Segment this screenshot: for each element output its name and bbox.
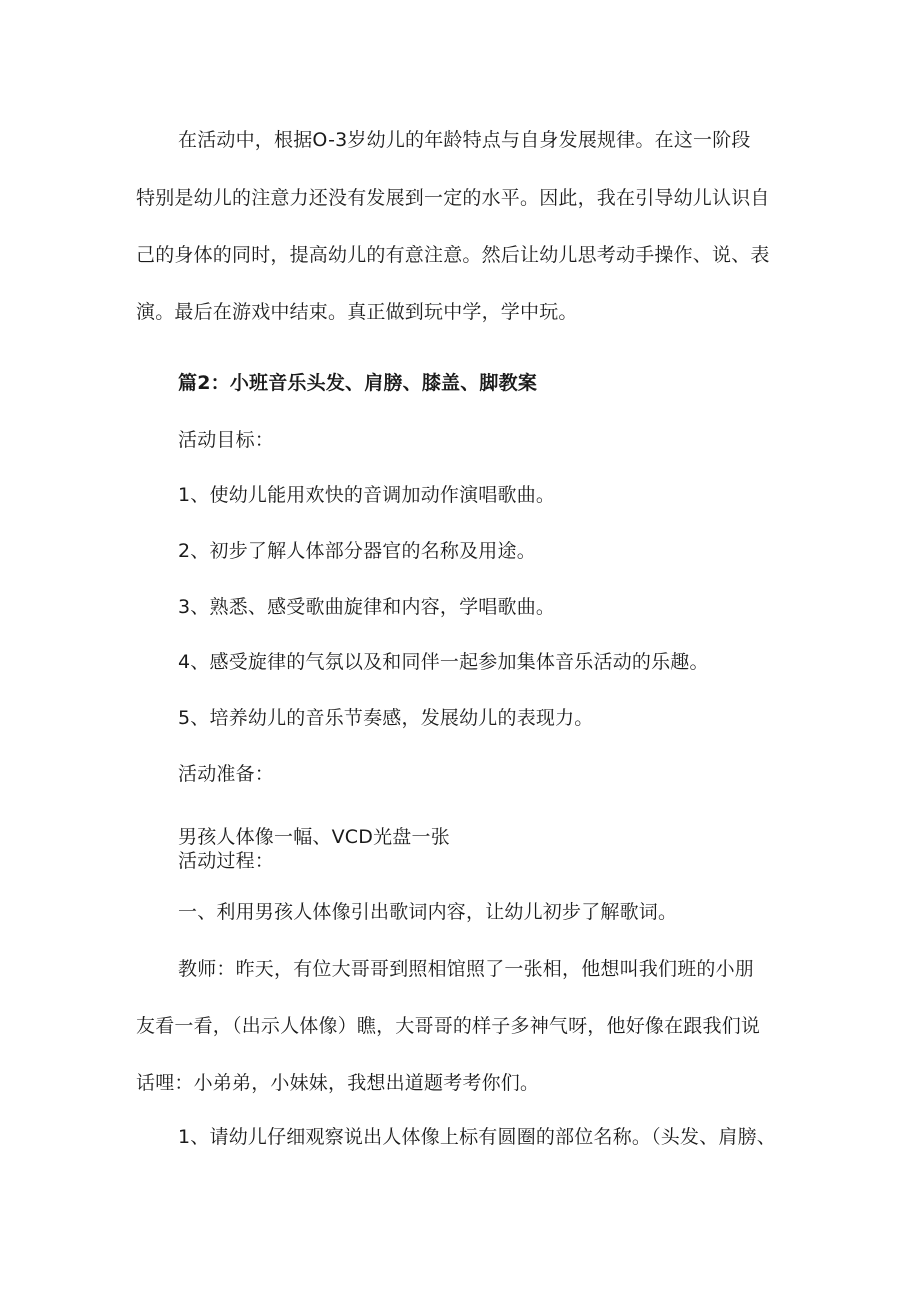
- teacher-paragraph-line-1: 教师：昨天，有位大哥哥到照相馆照了一张相，他想叫我们班的小朋: [178, 958, 755, 980]
- paragraph1-line-1: 在活动中，根据O-3岁幼儿的年龄特点与自身发展规律。在这一阶段: [178, 129, 751, 151]
- paragraph1-line-2: 特别是幼儿的注意力还没有发展到一定的水平。因此，我在引导幼儿认识自: [136, 187, 770, 209]
- goal-item-4: 4、感受旋律的气氛以及和同伴一起参加集体音乐活动的乐趣。: [178, 651, 709, 673]
- paragraph1-line-4: 演。最后在游戏中结束。真正做到玩中学，学中玩。: [136, 301, 578, 323]
- goal-item-5: 5、培养幼儿的音乐节奏感，发展幼儿的表现力。: [178, 707, 594, 729]
- section-title: 篇2：小班音乐头发、肩膀、膝盖、脚教案: [178, 372, 538, 394]
- prep-label: 活动准备：: [178, 763, 275, 785]
- goal-item-3: 3、熟悉、感受歌曲旋律和内容，学唱歌曲。: [178, 596, 556, 618]
- sub-step-1: 1、请幼儿仔细观察说出人体像上标有圆圈的部位名称。（头发、肩膀、: [178, 1126, 776, 1148]
- teacher-paragraph-line-2: 友看一看，（出示人体像）瞧，大哥哥的样子多神气呀，他好像在跟我们说: [136, 1015, 761, 1037]
- prep-text: 男孩人体像一幅、VCD光盘一张: [178, 826, 450, 848]
- goal-item-1: 1、使幼儿能用欢快的音调加动作演唱歌曲。: [178, 484, 556, 506]
- step-1: 一、利用男孩人体像引出歌词内容，让幼儿初步了解歌词。: [178, 901, 678, 923]
- process-label: 活动过程：: [178, 850, 275, 872]
- goal-item-2: 2、初步了解人体部分器官的名称及用途。: [178, 540, 536, 562]
- teacher-paragraph-line-3: 话哩：小弟弟，小妹妹，我想出道题考考你们。: [136, 1072, 540, 1094]
- goals-label: 活动目标：: [178, 429, 275, 451]
- paragraph1-line-3: 己的身体的同时，提高幼儿的有意注意。然后让幼儿思考动手操作、说、表: [136, 244, 770, 266]
